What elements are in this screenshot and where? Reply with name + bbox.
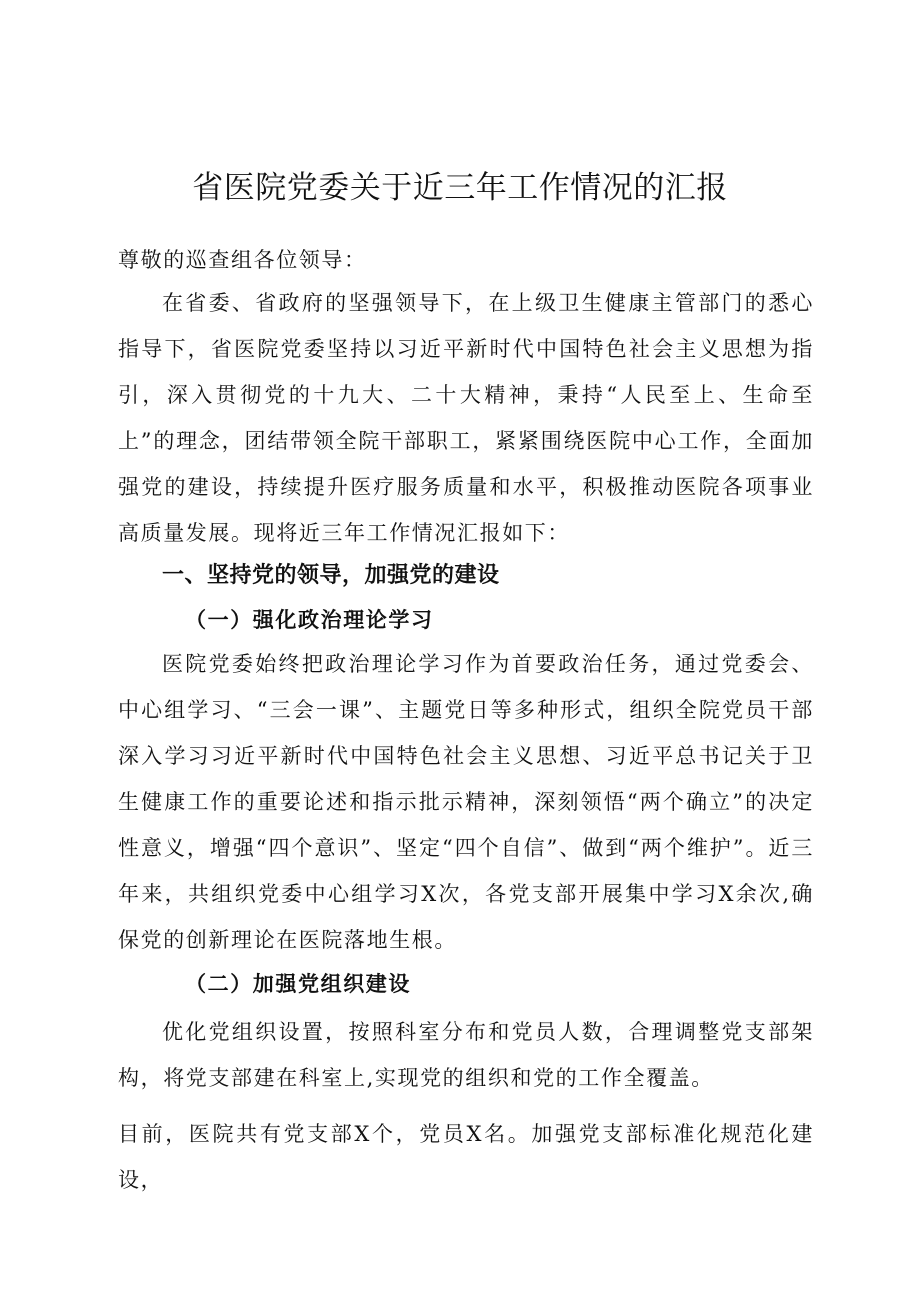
section-heading-1: 一、坚持党的领导，加强党的建设	[162, 563, 500, 588]
intro-paragraph: 在省委、省政府的坚强领导下，在上级卫生健康主管部门的悉心指导下，省医院党委坚持以习近平新时代中国特色社会主义思想为指引，深入贯彻党的十九大、二十大精神，秉持“人民至上、生命至上”的理念，团结带领全院干部职工，紧紧围绕医院中心工作，全面加强党的建设，持续提升医疗服务质量和水平，积极推动医院各项事业高质量发展。现将近三年工作情况汇报如下：	[118, 291, 814, 545]
current-status-paragraph: 目前，医院共有党支部X个，党员X名。加强党支部标准化规范化建设，	[118, 1122, 814, 1192]
organization-paragraph: 优化党组织设置，按照科室分布和党员人数，合理调整党支部架构，将党支部建在科室上,实现党的组织和党的工作全覆盖。	[118, 1020, 814, 1090]
subsection-heading-2: （二）加强党组织建设	[185, 971, 411, 996]
document-title: 省医院党委关于近三年工作情况的汇报	[192, 170, 728, 206]
theory-study-paragraph: 医院党委始终把政治理论学习作为首要政治任务，通过党委会、中心组学习、“三会一课”、主题党日等多种形式，组织全院党员干部深入学习习近平新时代中国特色社会主义思想、习近平总书记关于卫生健康工作的重要论述和指示批示精神，深刻领悟“两个确立”的决定性意义，增强“四个意识”、坚定“四个自信”、做到“两个维护”。近三年来，共组织党委中心组学习X次，各党支部开展集中学习X余次,确保党的创新理论在医院落地生根。	[118, 652, 814, 952]
greeting: 尊敬的巡查组各位领导：	[118, 248, 367, 272]
subsection-heading-1: （一）强化政治理论学习	[185, 607, 434, 632]
